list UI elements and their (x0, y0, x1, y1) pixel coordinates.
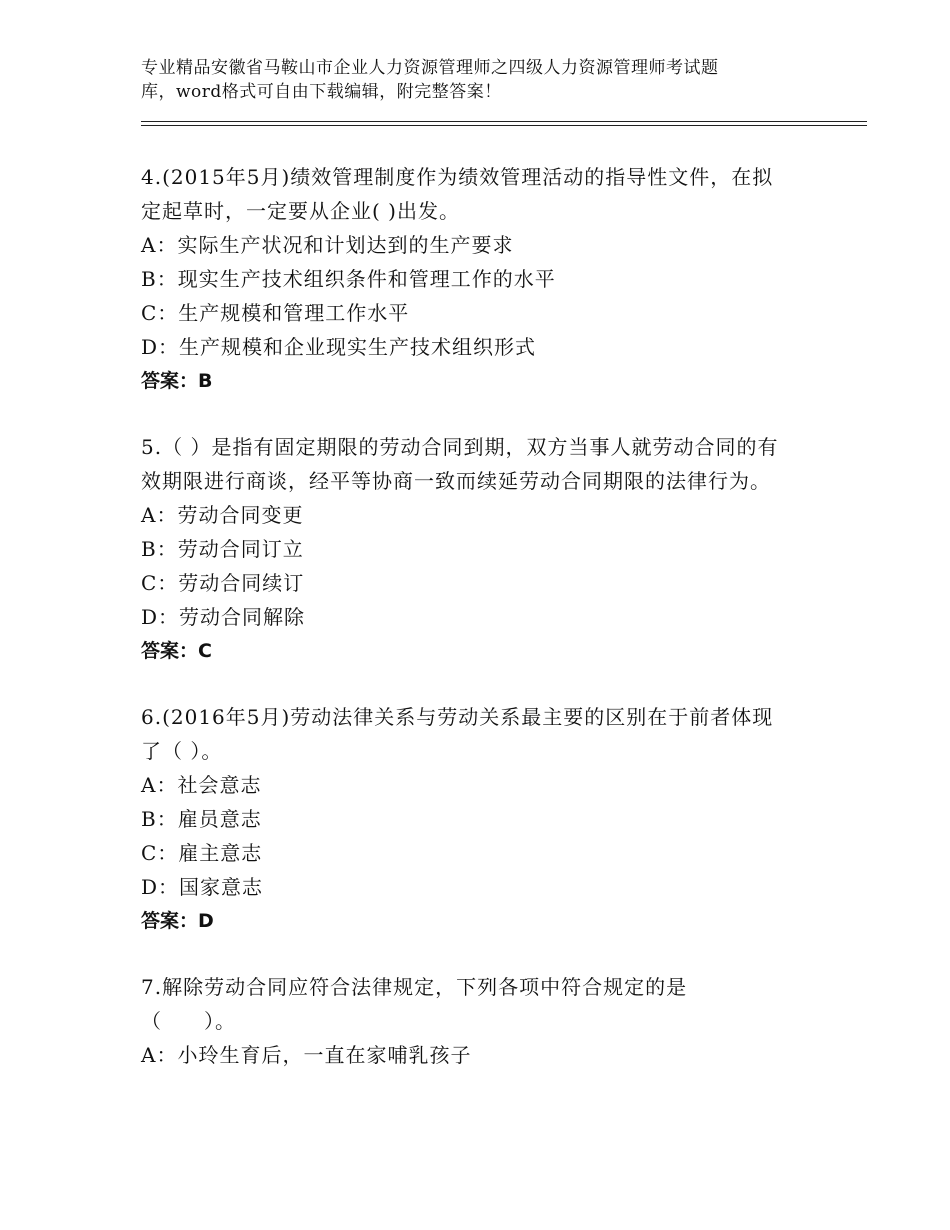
option-c: C：雇主意志 (141, 841, 263, 865)
option-d: D：劳动合同解除 (141, 605, 306, 629)
answer: 答案：B (141, 370, 213, 392)
question-stem-line: 5.（ ）是指有固定期限的劳动合同到期，双方当事人就劳动合同的有 (141, 435, 779, 459)
option-a: A：劳动合同变更 (141, 503, 304, 527)
question-list (141, 160, 811, 1104)
answer: 答案：C (141, 640, 212, 662)
header-divider-bottom (141, 125, 867, 126)
question-stem-line: 了（ ）。 (141, 739, 223, 763)
question-5 (141, 430, 811, 668)
option-a: A：实际生产状况和计划达到的生产要求 (141, 233, 514, 257)
document-header (141, 56, 801, 104)
option-b: B：劳动合同订立 (141, 537, 304, 561)
question-stem-line: 4.(2015年5月)绩效管理制度作为绩效管理活动的指导性文件，在拟 (141, 165, 774, 189)
option-a: A：社会意志 (141, 773, 262, 797)
question-stem-line: 效期限进行商谈，经平等协商一致而续延劳动合同期限的法律行为。 (141, 469, 771, 493)
option-c: C：生产规模和管理工作水平 (141, 301, 410, 325)
option-c: C：劳动合同续订 (141, 571, 305, 595)
header-divider-top (141, 121, 867, 122)
option-d: D：生产规模和企业现实生产技术组织形式 (141, 335, 537, 359)
header-title-line2: 库，word格式可自由下载编辑，附完整答案！ (141, 82, 502, 102)
option-a: A：小玲生育后，一直在家哺乳孩子 (141, 1043, 472, 1067)
question-stem-line: 6.(2016年5月)劳动法律关系与劳动关系最主要的区别在于前者体现 (141, 705, 774, 729)
question-stem-line: 7.解除劳动合同应符合法律规定，下列各项中符合规定的是 (141, 975, 688, 999)
question-6 (141, 700, 811, 938)
option-d: D：国家意志 (141, 875, 264, 899)
question-stem-line: （ ）。 (141, 1009, 236, 1033)
option-b: B：现实生产技术组织条件和管理工作的水平 (141, 267, 556, 291)
option-b: B：雇员意志 (141, 807, 262, 831)
question-7 (141, 970, 811, 1072)
header-title-line1: 专业精品安徽省马鞍山市企业人力资源管理师之四级人力资源管理师考试题 (141, 58, 719, 78)
question-stem-line: 定起草时，一定要从企业( )出发。 (141, 199, 460, 223)
answer: 答案：D (141, 910, 214, 932)
question-4 (141, 160, 811, 398)
